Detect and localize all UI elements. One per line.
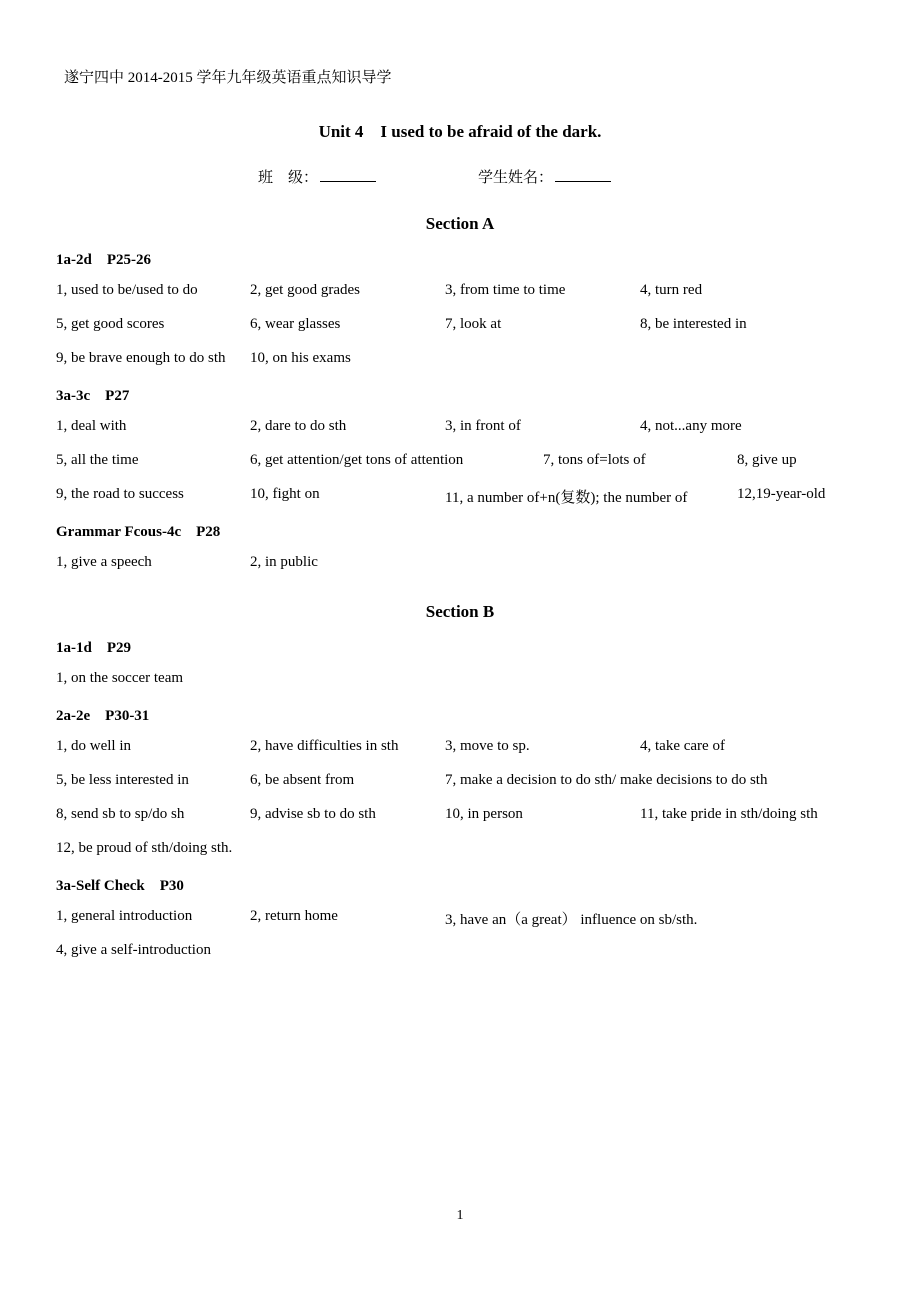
phrase-item: 5, all the time xyxy=(56,452,139,468)
group-label: 1a-2d P25-26 xyxy=(56,252,151,268)
phrase-item: 11, a number of+n(复数); the number of xyxy=(445,490,688,506)
name-blank[interactable] xyxy=(555,167,611,182)
phrase-item: 2, have difficulties in sth xyxy=(250,738,399,754)
name-label: 学生姓名： xyxy=(478,170,554,186)
phrase-item: 12,19-year-old xyxy=(737,486,826,502)
phrase-item: 4, give a self-introduction xyxy=(56,942,211,958)
class-label: 班 级： xyxy=(258,170,319,186)
phrase-row xyxy=(0,942,920,962)
class-field[interactable] xyxy=(258,166,376,187)
phrase-item: 1, general introduction xyxy=(56,908,193,924)
phrase-item: 7, make a decision to do sth/ make decisions to do sth xyxy=(445,772,768,788)
phrase-row xyxy=(0,350,920,370)
phrase-row xyxy=(0,670,920,690)
phrase-item: 10, in person xyxy=(445,806,523,822)
phrase-item: 8, be interested in xyxy=(640,316,747,332)
phrase-item: 5, get good scores xyxy=(56,316,165,332)
phrase-item: 1, do well in xyxy=(56,738,131,754)
phrase-row xyxy=(0,806,920,826)
name-field[interactable] xyxy=(478,166,611,187)
phrase-item: 6, get attention/get tons of attention xyxy=(250,452,464,468)
phrase-item: 8, send sb to sp/do sh xyxy=(56,806,185,822)
phrase-item: 9, advise sb to do sth xyxy=(250,806,376,822)
group-label: 3a-Self Check P30 xyxy=(56,878,184,894)
phrase-item: 1, on the soccer team xyxy=(56,670,184,686)
phrase-row xyxy=(0,772,920,792)
group-label: 2a-2e P30-31 xyxy=(56,708,150,724)
phrase-item: 7, tons of=lots of xyxy=(543,452,646,468)
phrase-item: 2, get good grades xyxy=(250,282,360,298)
phrase-item: 1, give a speech xyxy=(56,554,152,570)
phrase-item: 10, fight on xyxy=(250,486,320,502)
phrase-item: 2, return home xyxy=(250,908,338,924)
phrase-row xyxy=(0,840,920,860)
phrase-row xyxy=(0,908,920,928)
phrase-row xyxy=(0,486,920,506)
phrase-item: 4, take care of xyxy=(640,738,725,754)
phrase-item: 6, be absent from xyxy=(250,772,355,788)
phrase-item: 6, wear glasses xyxy=(250,316,341,332)
phrase-item: 4, turn red xyxy=(640,282,703,298)
phrase-item: 7, look at xyxy=(445,316,502,332)
phrase-item: 2, dare to do sth xyxy=(250,418,347,434)
phrase-item: 1, deal with xyxy=(56,418,127,434)
phrase-item: 10, on his exams xyxy=(250,350,351,366)
phrase-item: 12, be proud of sth/doing sth. xyxy=(56,840,233,856)
phrase-row xyxy=(0,282,920,302)
phrase-item: 4, not...any more xyxy=(640,418,742,434)
group-label: 3a-3c P27 xyxy=(56,388,130,404)
phrase-row xyxy=(0,452,920,472)
phrase-item: 3, have an（a great） influence on sb/sth. xyxy=(445,912,698,928)
phrase-item: 1, used to be/used to do xyxy=(56,282,198,298)
phrase-item: 3, from time to time xyxy=(445,282,566,298)
phrase-row xyxy=(0,738,920,758)
phrase-row xyxy=(0,418,920,438)
page-number: 1 xyxy=(456,1208,464,1223)
phrase-item: 9, be brave enough to do sth xyxy=(56,350,226,366)
phrase-item: 11, take pride in sth/doing sth xyxy=(640,806,818,822)
phrase-item: 3, move to sp. xyxy=(445,738,530,754)
class-blank[interactable] xyxy=(320,167,376,182)
phrase-item: 8, give up xyxy=(737,452,797,468)
phrase-row xyxy=(0,554,920,574)
document-header: 遂宁四中 2014-2015 学年九年级英语重点知识导学 xyxy=(64,70,392,86)
phrase-row xyxy=(0,316,920,336)
section-b-heading: Section B xyxy=(425,602,495,621)
phrase-item: 9, the road to success xyxy=(56,486,184,502)
phrase-item: 5, be less interested in xyxy=(56,772,189,788)
group-label: 1a-1d P29 xyxy=(56,640,132,656)
group-label: Grammar Fcous-4c P28 xyxy=(56,524,221,540)
section-a-heading: Section A xyxy=(425,214,495,233)
unit-title: Unit 4 I used to be afraid of the dark. xyxy=(318,122,602,141)
phrase-item: 2, in public xyxy=(250,554,318,570)
phrase-item: 3, in front of xyxy=(445,418,521,434)
